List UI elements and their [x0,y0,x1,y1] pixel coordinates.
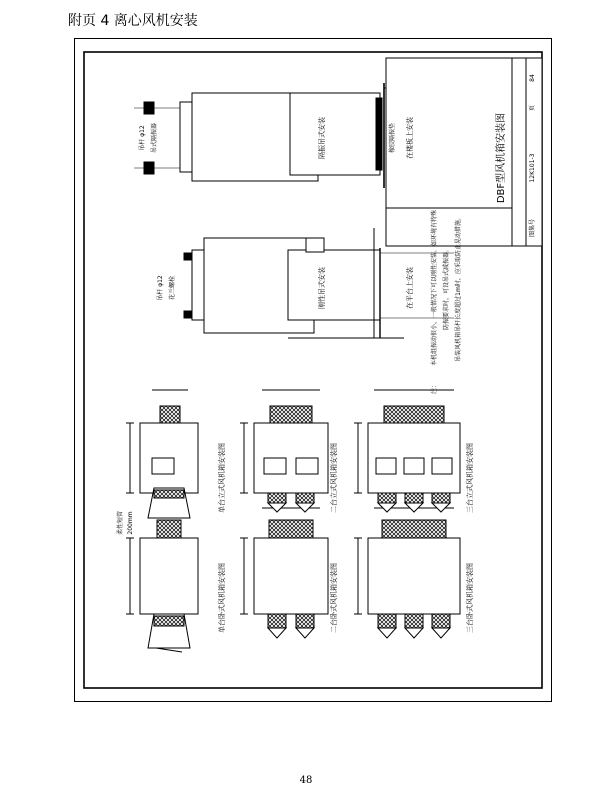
caption-triple-horizontal: 三台卧式风机箱安装图 [466,563,474,633]
caption-double-horizontal: 二台卧式风机箱安装图 [330,563,338,633]
label-flex-length: 200mm [127,511,134,535]
floor-mount-view [290,83,392,188]
caption-triple-vertical: 三台立式风机箱安装图 [466,443,474,513]
horizontal-unit-group [126,390,460,652]
note-1-line-2: 防振要求时，可设吊式减振器。 [443,245,450,331]
single-vertical-unit [126,390,198,518]
label-hanger-isolated: 吊式隔振器 [151,122,158,154]
page-number: 48 [299,775,313,786]
caption-rigid-hanging: 刚性吊式安装 [318,267,326,309]
drawing-sheet [74,38,552,702]
caption-double-vertical: 二台立式风机箱安装图 [330,443,338,513]
label-rod-rigid: 吊杆 φ12 [157,275,164,301]
note-1-line-1: 本机组振动很小，一般情况下可以刚性安装。如环境有特殊 [431,209,438,367]
page-label: 页 [529,104,536,112]
double-horizontal-unit [240,508,328,638]
notes-prefix: 注： [431,381,438,395]
single-horizontal-unit [126,508,198,652]
note-2-line-1: 吊装风机箱吊杆长度超过1m时，应采取防止晃动措施。 [455,214,462,362]
drawing-title: DBF型风机箱安装图 [496,112,507,204]
label-flex-pipe: 柔性短管 [117,510,124,536]
caption-single-vertical: 单台立式风机箱安装图 [218,443,226,513]
triple-vertical-unit [354,390,460,512]
double-vertical-unit [240,390,328,512]
label-rod-isolated: 吊杆 φ12 [139,125,146,151]
caption-isolated-hanging: 隔振吊式安装 [318,117,326,159]
caption-floor-mount: 在楼板上安装 [406,117,414,159]
caption-platform-mount: 在平台上安装 [406,267,414,309]
atlas-label: 图集号 [529,218,536,238]
sheet-page-number: 84 [529,74,536,82]
caption-single-horizontal: 单台卧式风机箱安装图 [218,563,226,633]
triple-horizontal-unit [354,508,460,638]
page-header: 附页 4 离心风机安装 [68,13,198,29]
label-rubber-pad: 橡胶隔振垫 [389,122,396,154]
atlas-number: 12K101-3 [529,153,536,183]
label-flange-bolt: 花兰螺栓 [169,275,176,301]
